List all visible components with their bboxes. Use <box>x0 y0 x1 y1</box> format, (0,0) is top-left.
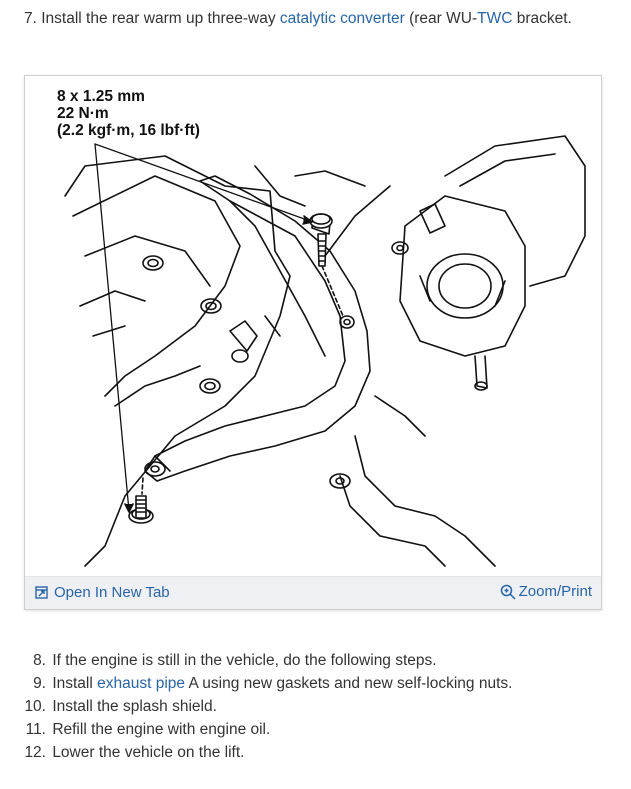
step-text: Install the splash shield. <box>52 698 217 715</box>
step-number: 8. <box>33 652 46 669</box>
torque-spec <box>57 88 200 139</box>
twc-link[interactable]: TWC <box>477 10 513 27</box>
step-text: Install <box>52 675 98 692</box>
step-text: Lower the vehicle on the lift. <box>52 744 245 761</box>
step-number: 11. <box>25 721 46 738</box>
step-7 <box>24 10 572 28</box>
catalytic-converter-link[interactable]: catalytic converter <box>279 10 405 27</box>
step-text: If the engine is still in the vehicle, do the following steps. <box>52 652 437 669</box>
figure-container <box>24 75 602 610</box>
step-11 <box>0 721 270 739</box>
step-12 <box>0 744 244 762</box>
zoom-print-label: Zoom/Print <box>518 583 592 600</box>
open-tab-icon <box>35 586 48 599</box>
exhaust-bracket-diagram <box>25 76 601 576</box>
step-text: bracket. <box>512 10 572 27</box>
step-text: (rear WU- <box>404 10 478 27</box>
step-8 <box>0 652 437 670</box>
step-number: 12. <box>24 744 46 761</box>
bolt-size: 8 x 1.25 mm <box>57 88 145 105</box>
step-text: A using new gaskets and new self-locking nuts. <box>185 675 513 692</box>
step-text: Install the rear warm up three-way <box>41 10 280 27</box>
torque-nm: 22 N·m <box>57 105 109 122</box>
exhaust-pipe-link[interactable]: exhaust pipe <box>97 675 186 692</box>
step-9 <box>0 675 512 693</box>
step-number: 10. <box>24 698 46 715</box>
step-number: 7. <box>24 10 37 27</box>
open-in-new-tab-button[interactable] <box>35 584 170 601</box>
zoom-icon <box>500 584 516 600</box>
figure-toolbar <box>25 576 601 609</box>
open-in-new-tab-label: Open In New Tab <box>54 584 170 601</box>
step-number: 9. <box>33 675 46 692</box>
step-text: Refill the engine with engine oil. <box>52 721 271 738</box>
step-10 <box>0 698 217 716</box>
zoom-print-button[interactable] <box>500 583 592 600</box>
torque-kgf-lbf: (2.2 kgf·m, 16 lbf·ft) <box>57 122 200 139</box>
